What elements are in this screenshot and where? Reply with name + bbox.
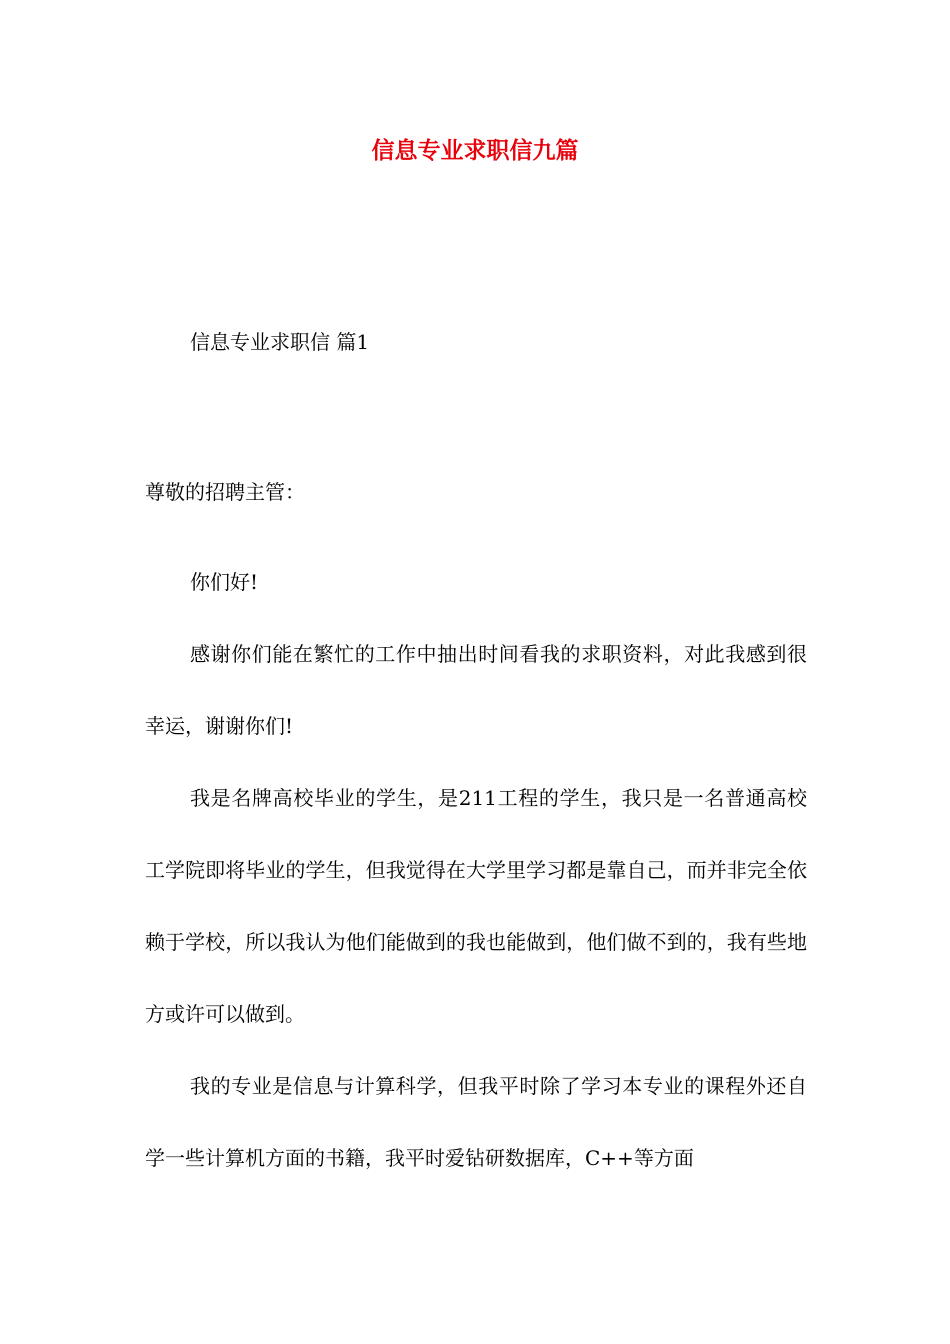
paragraph-greeting: 你们好! xyxy=(190,570,259,594)
document-title: 信息专业求职信九篇 xyxy=(371,138,579,164)
section-heading: 信息专业求职信 篇1 xyxy=(190,330,370,354)
letter-body xyxy=(145,546,807,1194)
salutation: 尊敬的招聘主管： xyxy=(145,480,305,504)
paragraph-thanks: 感谢你们能在繁忙的工作中抽出时间看我的求职资料，对此我感到很幸运，谢谢你们! xyxy=(145,642,807,738)
paragraph-background: 我是名牌高校毕业的学生，是211工程的学生，我只是一名普通高校工学院即将毕业的学生，但我觉得在大学里学习都是靠自己，而并非完全依赖于学校，所以我认为他们能做到的我也能做到，他们做不到的，我有些地方或许可以做到。 xyxy=(145,786,807,1026)
paragraph-major: 我的专业是信息与计算科学，但我平时除了学习本专业的课程外还自学一些计算机方面的书籍，我平时爱钻研数据库，C++等方面 xyxy=(145,1074,807,1170)
